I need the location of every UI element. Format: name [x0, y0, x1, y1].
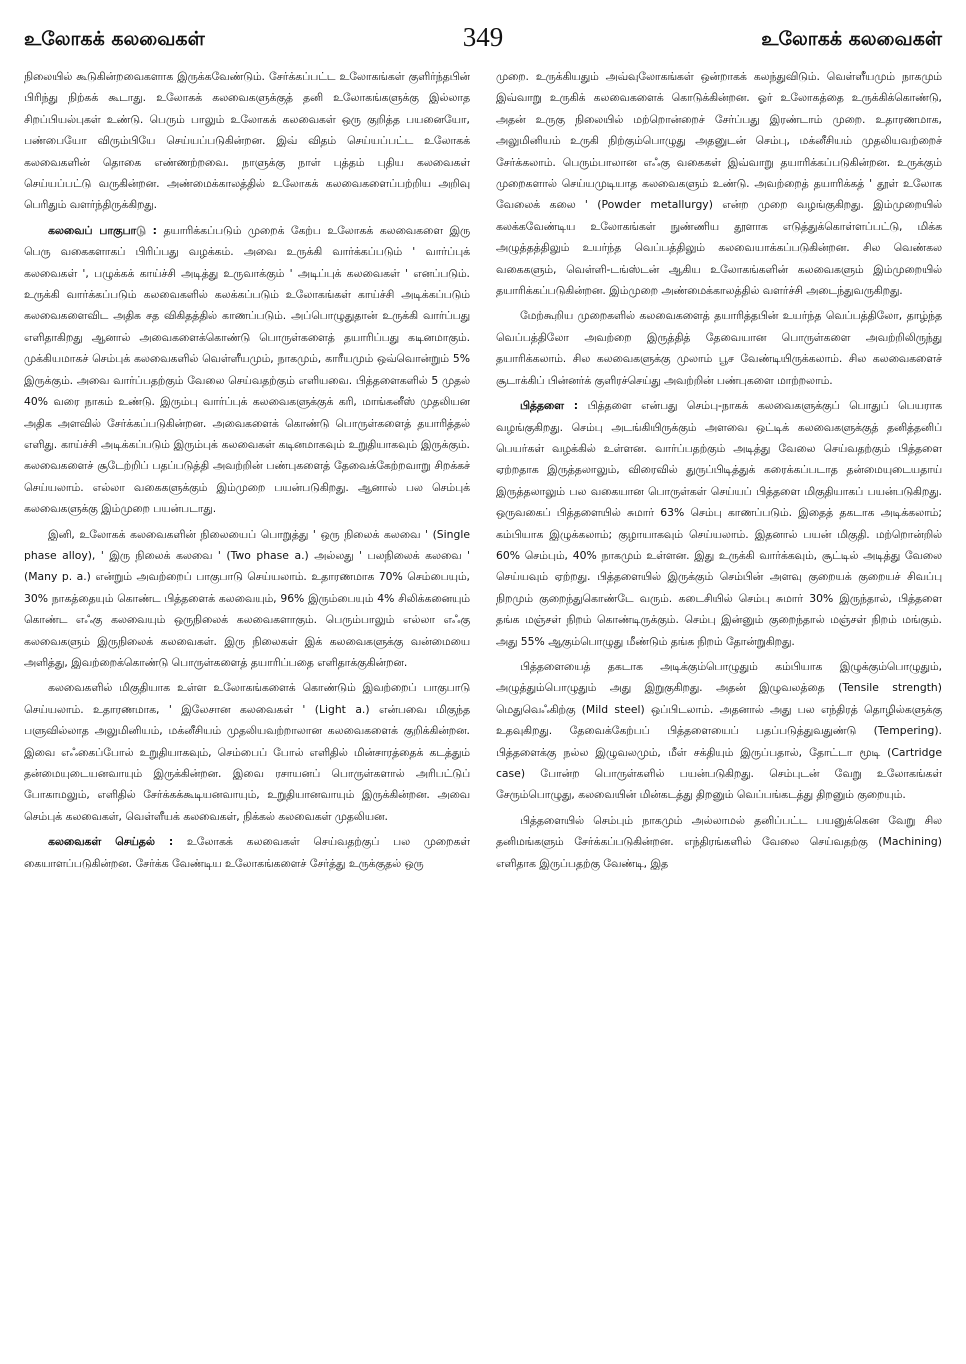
- running-title-right: உலோகக் கலவைகள்: [761, 28, 942, 50]
- paragraph: பித்தளை : பித்தளை என்பது செம்பு-நாகக் கலவைகளுக்குப் பொதுப் பெயராக வழங்குகிறது. செம்பு அடங்கியிருக்கும் அளவை ஒட்டிக் கலவைகளுக்குத் தனித்தனிப் பெயர்கள் வழக்கில் உள்ளன. வார்ப்பதற்கும் அடித்து வேலை செய்வதற்கும் பித்தளை ஏற்றதாக இருத்தலாலும், விரைவில் துருப்பிடித்துக் கரைக்கப்படாத தன்மையுடையதாய் இருத்தலாலும் பல வகையான பொருள்கள் செய்யப் பித்தளை மிகுதியாகப் பயன்படுகிறது. ஒருவகைப் பித்தளையில் சுமார் 63% செம்பு காணப்படும். இதைத் தகடாக அடிக்கலாம்; கம்பியாக இழுக்கலாம்; குழாயாகவும் செய்யலாம். இதனால் பயன் மிகுதி. மற்றொன்றில் 60% செம்பும், 40% நாகமும் உள்ளன. இது உருக்கி வார்க்கவும், சூட்டில் அடித்து வேலை செய்யவும் ஏற்றது. பித்தளையில் இருக்கும் செம்பின் அளவு குறையக் குறையச் சிவப்பு நிறமும் குறைந்துகொண்டே வரும். கடைசியில் செம்பு சுமார் 30% இருந்தால், பித்தளை தங்க மஞ்சள் நிறம் கொண்டிருக்கும். செம்பு இன்னும் குறைந்தால் மஞ்சள் நிறம் மங்கும். அது 55% ஆகும்பொழுது மீண்டும் தங்க நிறம் தோன்றுகிறது.: [496, 399, 942, 648]
- right-column: [496, 66, 942, 1356]
- paragraph: கலவைகள் செய்தல் : உலோகக் கலவைகள் செய்வதற்குப் பல முறைகள் கையாளப்படுகின்றன. சேர்க்க வேண்டிய உலோகங்களைச் சேர்த்து உருக்குதல் ஒரு: [24, 835, 470, 870]
- page-header: [24, 22, 942, 58]
- section-heading: பித்தளை :: [520, 399, 579, 413]
- paragraph: மேற்கூறிய முறைகளில் கலவைகளைத் தயாரித்தபின் உயர்ந்த வெப்பத்திலோ, தாழ்ந்த வெப்பத்திலோ அவற்றை இருத்தித் தேவையான பொருள்களை அவற்றிலிருந்து தயாரிக்கலாம். சில கலவைகளுக்கு முலாம் பூச வேண்டியிருக்கலாம். சில கலவைகளைச் சூடாக்கிப் பின்னர்க் குளிரச்செய்து அவற்றின் பண்புகளை மாற்றலாம்.: [496, 309, 942, 387]
- paragraph: இனி, உலோகக் கலவைகளின் நிலையைப் பொறுத்து ' ஒரு நிலைக் கலவை ' (Single phase alloy), ' இரு நிலைக் கலவை ' (Two phase a.) அல்லது ' பலநிலைக் கலவை ' (Many p. a.) என்றும் அவற்றைப் பாகுபாடு செய்யலாம். உதாரணமாக 70% செம்பையும், 30% நாகத்தையும் கொண்ட பித்தளைக் கலவையும், 96% இரும்பையும் 4% சிலிக்கனையும் கொண்ட எஃகு கலவையும் ஒருநிலைக் கலவைகளாகும். பெரும்பாலும் எல்லா எஃகு கலவைகளும் இருநிலைக் கலவைகள். இரு நிலைகள் இக் கலவைகளுக்கு வன்மையை அளித்து, இவற்றைக்கொண்டு பொருள்களைத் தயாரிப்பதை எளிதாக்குகின்றன.: [24, 527, 470, 669]
- section-heading: கலவைகள் செய்தல் :: [48, 835, 174, 849]
- running-title-left: உலோகக் கலவைகள்: [24, 28, 205, 50]
- paragraph: முறை. உருக்கியதும் அவ்வுலோகங்கள் ஒன்றாகக் கலந்துவிடும். வெள்ளீயமும் நாகமும் இவ்வாறு உருகிக் கலவைகளைக் கொடுக்கின்றன. ஓர் உலோகத்தை உருக்கிக்கொண்டு, அதன் உருகு நிலையில் மற்றொன்றைச் சேர்ப்பது இரண்டாம் முறை. உதாரணமாக, அலுமினியம் உருகி நிற்கும்பொழுது அதனுடன் செம்பு, மக்னீசியம் முதலியவற்றைச் சேர்க்கலாம். பெரும்பாலான எஃகு வகைகள் இவ்வாறு தயாரிக்கப்படுகின்றன. உருக்கும் முறைகளால் செய்யமுடியாத கலவைகளும் உண்டு. அவற்றைத் தயாரிக்கத் ' தூள் உலோக வேலைக் கலை ' (Powder metallurgy) என்ற முறை வழங்குகிறது. இம்முறையில் கலக்கவேண்டிய உலோகங்கள் நுண்ணிய தூளாக எடுத்துக்கொள்ளப்பட்டு, மிக்க அழுத்தத்திலும் உயர்ந்த வெப்பத்திலும் கலவையாக்கப்படுகின்றன. சில வெண்கல வகைகளும், வெள்ளி-டங்ஸ்டன் ஆகிய உலோகங்களின் கலவைகளும் இம்முறையில் தயாரிக்கப்படுகின்றன. இம்முறை அண்மைக்காலத்தில் வளர்ச்சி அடைந்துவருகிறது.: [496, 70, 942, 298]
- paragraph: நிலையில் கூடுகின்றவைகளாக இருக்கவேண்டும். சேர்க்கப்பட்ட உலோகங்கள் குளிர்ந்தபின் பிரிந்து நிற்கக் கூடாது. உலோகக் கலவைகளுக்குத் தனி உலோகங்களுக்கு இல்லாத சிறப்பியல்புகள் உண்டு. பெரும் பாலும் உலோகக் கலவைகள் ஒரு குறித்த பயனையோ, பண்பையோ விரும்பியே செய்யப்படுகின்றன. இவ் விதம் செய்யப்பட்ட உலோகக் கலவைகளின் தொகை எண்ணற்றவை. நாளுக்கு நாள் புத்தம் புதிய கலவைகள் செய்யப்பட்டு வருகின்றன. அண்மைக்காலத்தில் உலோகக் கலவைகளைப்பற்றிய அறிவு பெரிதும் வளர்ந்திருக்கிறது.: [24, 70, 470, 212]
- page-number: 349: [462, 22, 504, 52]
- section-heading: கலவைப் பாகுபாடு :: [48, 223, 157, 237]
- paragraph: கலவைப் பாகுபாடு : தயாரிக்கப்படும் முறைக் கேற்ப உலோகக் கலவைகளை இரு பெரு வகைகளாகப் பிரிப்பது வழக்கம். அவை உருக்கி வார்க்கப்படும் ' வார்ப்புக் கலவைகள் ', பழுக்கக் காய்ச்சி அடித்து உருவாக்கும் ' அடிப்புக் கலவைகள் ' எனப்படும். உருக்கி வார்க்கப்படும் கலவைகளில் கலக்கப்படும் உலோகங்கள் காய்ச்சி அடிக்கப்படும் கலவைகளைவிட அதிக சத விகிதத்தில் காணப்படும். அப்பொழுதுதான் உருக்கி வார்ப்பது எளிதாகிறது ஆனால் அவைகளைக்கொண்டு பொருள்களைத் தயாரிப்பது கடினமாகும். முக்கியமாகச் செம்புக் கலவைகளில் வெள்ளீயமும், நாகமும், காரீயமும் ஒவ்வொன்றும் 5% இருக்கும். அவை வார்ப்பதற்கும் வேலை செய்வதற்கும் எளியவை. பித்தளைகளில் 5 முதல் 40% வரை நாகம் உண்டு. இரும்பு வார்ப்புக் கலவைகளுக்குக் கரி, மாங்கனீஸ் முதலியன அதிக அளவில் சேர்க்கப்படுகின்றன. அவைகளைக் கொண்டு பொருள்களைத் தயாரித்தல் எளிது. காய்ச்சி அடிக்கப்படும் இரும்புக் கலவைகள் கடினமாகவும் உறுதியாகவும் இருக்கும். கலவைகளைச் சூடேற்றிப் பதப்படுத்தி அவற்றின் பண்புகளைத் தேவைக்கேற்றவாறு சிறக்கச் செய்யலாம். எல்லா வகைகளுக்கும் இம்முறை பயன்படுகிறது. ஆனால் பல செம்புக் கலவைகளுக்கு இம்முறை பயன்படாது.: [24, 223, 470, 516]
- paragraph: கலவைகளில் மிகுதியாக உள்ள உலோகங்களைக் கொண்டும் இவற்றைப் பாகுபாடு செய்யலாம். உதாரணமாக, ' இலேசான கலவைகள் ' (Light a.) என்பவை மிகுந்த பளுவில்லாத அலுமினியம், மக்னீசியம் முதலியவற்றாலான கலவைகளைக் குறிக்கின்றன. இவை எஃகைப்போல் உறுதியாகவும், செம்பைப் போல் எளிதில் மின்சாரத்தைக் கடத்தும் தன்மையுடையனவாயும் இருக்கின்றன. இவை ரசாயனப் பொருள்களால் அரிபட்டுப் போகாமலும், எளிதில் சேர்க்கக்கூடியனவாயும், உறுதியானவாயும் இருக்கின்றன. அவை செம்புக் கலவைகள், வெள்ளீயக் கலவைகள், நிக்கல் கலவைகள் முதலியன.: [24, 681, 470, 823]
- left-column: [24, 66, 470, 1356]
- paragraph: பித்தளையைத் தகடாக அடிக்கும்பொழுதும் கம்பியாக இழுக்கும்பொழுதும், அழுத்தும்பொழுதும் அது இறுகுகிறது. அதன் இழுவலத்தை (Tensile strength) மெதுவெஃகிற்கு (Mild steel) ஒப்பிடலாம். அதனால் அது பல எந்திரத் தொழில்களுக்கு உதவுகிறது. தேவைக்கேற்பப் பித்தளையைப் பதப்படுத்துவதுண்டு (Tempering). பித்தளைக்கு நல்ல இழுவலமும், மீள் சக்தியும் இருப்பதால், தோட்டா மூடி (Cartridge case) போன்ற பொருள்களில் பயன்படுகிறது. செம்புடன் வேறு உலோகங்கள் சேரும்பொழுது, கலவையின் மின்கடத்து திறனும் வெப்பங்கடத்து திறனும் குறையும்.: [496, 659, 942, 802]
- paragraph: பித்தளையில் செம்பும் நாகமும் அல்லாமல் தனிப்பட்ட பயனுக்கென வேறு சில தனிமங்களும் சேர்க்கப்படுகின்றன. எந்திரங்களில் வேலை செய்வதற்கு (Machining) எளிதாக இருப்பதற்கு வேண்டி, இத: [496, 813, 942, 870]
